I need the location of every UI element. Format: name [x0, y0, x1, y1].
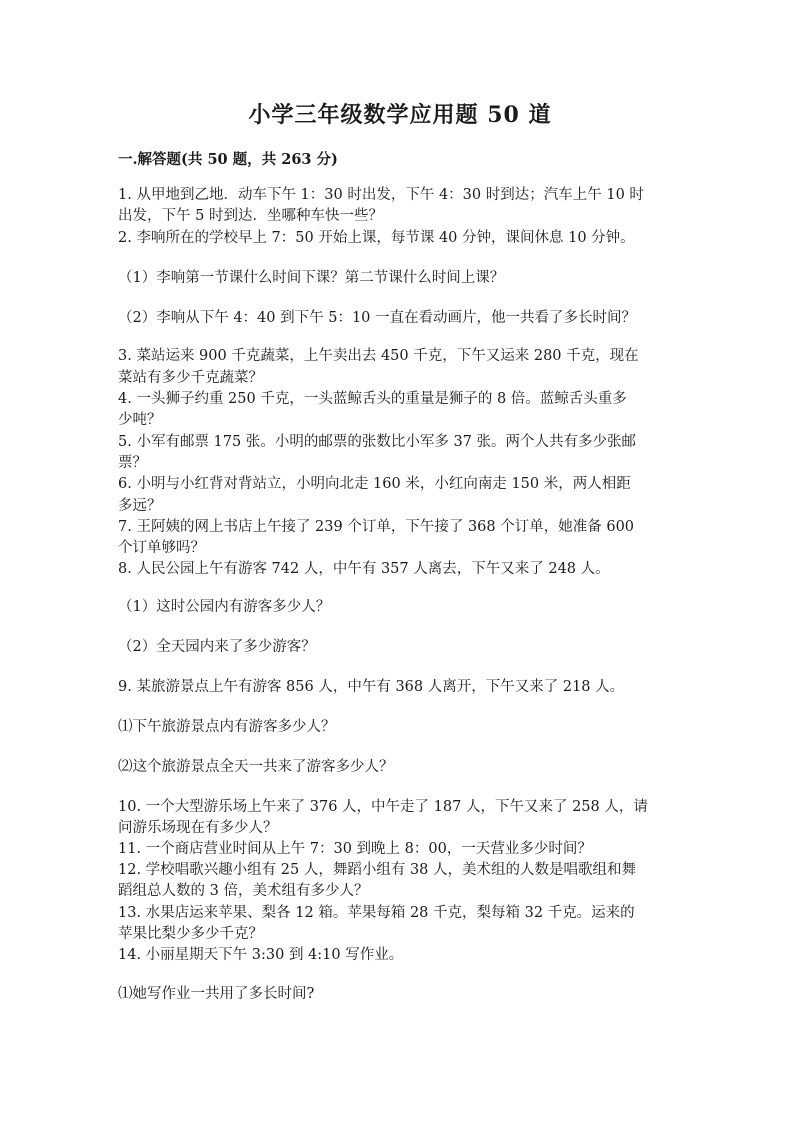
- question-line: （2）李响从下午 4：40 到下午 5：10 一直在看动画片，他一共看了多长时间？: [118, 310, 637, 326]
- question-line: （1）李响第一节课什么时间下课？第二节课什么时间上课？: [118, 270, 505, 286]
- question-line: （1）这时公园内有游客多少人？: [118, 599, 331, 615]
- question-line: 13. 水果店运来苹果、梨各 12 箱。苹果每箱 28 千克，梨每箱 32 千克。运来的: [118, 905, 635, 921]
- question-line: 出发，下午 5 时到达．坐哪种车快一些？: [118, 208, 383, 224]
- question-line: 票？: [118, 455, 147, 471]
- section-heading: 一.解答题(共 50 题，共 263 分): [118, 151, 338, 168]
- page-title: 小学三年级数学应用题 50 道: [248, 102, 552, 128]
- question-line: 3. 菜站运来 900 千克蔬菜，上午卖出去 450 千克，下午又运来 280 千克，现在: [118, 348, 639, 364]
- question-line: ⑵这个旅游景点全天一共来了游客多少人？: [118, 759, 394, 775]
- question-line: 12. 学校唱歌兴趣小组有 25 人，舞蹈小组有 38 人，美术组的人数是唱歌组和舞: [118, 862, 637, 878]
- question-line: 8. 人民公园上午有游客 742 人，中午有 357 人离去，下午又来了 248 人。: [118, 561, 610, 577]
- question-line: 6. 小明与小红背对背站立，小明向北走 160 米，小红向南走 150 米，两人相距: [118, 476, 631, 492]
- question-line: 苹果比梨少多少千克？: [118, 926, 263, 942]
- question-line: 多远？: [118, 498, 162, 514]
- question-line: ⑴下午旅游景点内有游客多少人？: [118, 719, 336, 735]
- question-line: 问游乐场现在有多少人？: [118, 820, 278, 836]
- question-line: 11. 一个商店营业时间从上午 7：30 到晚上 8：00，一天营业多少时间？: [118, 841, 592, 857]
- question-line: 14. 小丽星期天下午 3:30 到 4:10 写作业。: [118, 947, 404, 963]
- question-line: 5. 小军有邮票 175 张。小明的邮票的张数比小军多 37 张。两个人共有多少张邮: [118, 434, 637, 450]
- question-line: 蹈组总人数的 3 倍，美术组有多少人？: [118, 883, 369, 899]
- question-line: 10. 一个大型游乐场上午来了 376 人，中午走了 187 人，下午又来了 258 人，请: [118, 799, 648, 815]
- question-line: 少吨？: [118, 412, 162, 428]
- question-line: 2. 李响所在的学校早上 7：50 开始上课，每节课 40 分钟，课间休息 10 分钟。: [118, 230, 635, 246]
- question-line: 7. 王阿姨的网上书店上午接了 239 个订单，下午接了 368 个订单，她准备 600: [118, 519, 635, 535]
- question-line: ⑴她写作业一共用了多长时间?: [118, 986, 315, 1002]
- question-line: 9. 某旅游景点上午有游客 856 人，中午有 368 人离开，下午又来了 218 人。: [118, 679, 625, 695]
- question-line: 菜站有多少千克蔬菜？: [118, 370, 263, 386]
- question-line: 1. 从甲地到乙地．动车下午 1：30 时出发，下午 4：30 时到达；汽车上午 10 时: [118, 187, 644, 203]
- question-line: 4. 一头狮子约重 250 千克，一头蓝鲸舌头的重量是狮子的 8 倍。蓝鲸舌头重多: [118, 391, 627, 407]
- question-line: （2）全天园内来了多少游客？: [118, 639, 316, 655]
- question-line: 个订单够吗？: [118, 540, 205, 556]
